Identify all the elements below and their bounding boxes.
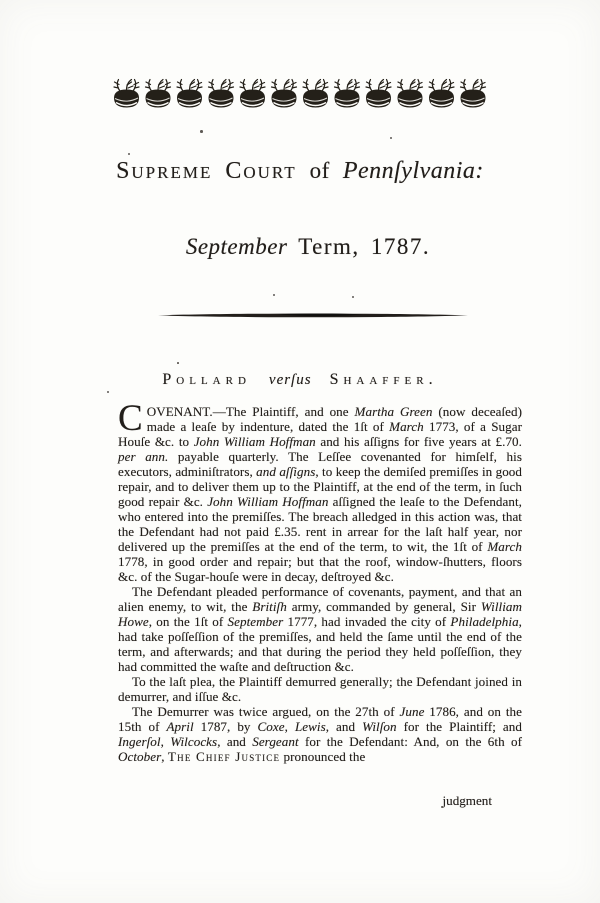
- masthead-court-line: [0, 158, 600, 186]
- case-versus: verſus: [268, 372, 312, 388]
- italic-text: John William Hoffman: [207, 494, 329, 509]
- italic-text: Sergeant: [252, 734, 299, 749]
- body-paragraph: The Defendant pleaded performance of covenants, payment, and that an alien enemy, to wit, the Britiſh army, commanded by general, Sir William Howe, on the 1ſt of September 1777, had invaded the city of Philadelphia, had take poſſeſſion of the premiſſes, and held the ſame until the end of the term, and afterwards; and that during the period they held poſſeſſion, they had committed the waſte and deſtruction &c.: [118, 584, 522, 674]
- smallcaps-text: The Chief Justice: [167, 749, 281, 764]
- scan-speck: [128, 153, 130, 155]
- case-title: [0, 371, 600, 389]
- italic-text: and aſſigns: [256, 464, 316, 479]
- italic-text: March: [389, 419, 424, 434]
- italic-text: Coxe: [257, 719, 285, 734]
- italic-text: March: [487, 539, 522, 554]
- body-paragraph: The Demurrer was twice argued, on the 27th of June 1786, and on the 15th of April 1787, by Coxe, Lewis, and Wilſon for the Plaintiff; and Ingerſol, Wilcocks, and Sergeant for the Defendant: And, on the 6th of October, The Chief Justice pronounced the: [118, 704, 523, 764]
- italic-text: September: [227, 614, 284, 629]
- scan-speck: [107, 391, 109, 393]
- masthead-term-line: [8, 234, 600, 260]
- italic-text: Martha Green: [354, 404, 433, 419]
- italic-text: April: [166, 719, 194, 734]
- term-rest: Term, 1787.: [298, 234, 431, 259]
- italic-text: Wilſon: [362, 719, 397, 734]
- body-paragraph: COVENANT.—The Plaintiff, and one Martha Green (now deceaſed) made a leaſe by indenture, dated the 1ſt of March 1773, of a Sugar Houſe &c. to John William Hoffman and his aſſigns for five years at £.70. per ann. payable quarterly. The Leſſee covenanted for himſelf, his executors, adminiſtrators, and aſſigns, to keep the demiſed premiſſes in good repair, and to deliver them up to the Plaintiff, at the end of the term, in ſuch good repair &c. John William Hoffman aſſigned the leaſe to the Defendant, who entered into the premiſſes. The breach alledged in this action was, that the Defendant had not paid £.35. rent in arrear for the laſt half year, nor delivered up the premiſſes at the end of the term, to wit, the 1ſt of March 1778, in good order and repair; but that the roof, window-ſhutters, floors &c. of the Sugar-houſe were in decay, deſtroyed &c.: [118, 398, 523, 584]
- ornament-row: [111, 76, 489, 112]
- drop-cap: C: [118, 398, 143, 439]
- divider-rule-icon: [158, 312, 468, 319]
- italic-text: John William Hoffman: [193, 434, 316, 449]
- catchword: judgment: [442, 793, 492, 808]
- italic-text: Lewis: [294, 719, 326, 734]
- scan-speck: [390, 137, 392, 139]
- scan-speck: [177, 362, 179, 364]
- italic-text: October: [118, 749, 162, 764]
- court-place: Pennſylvania:: [342, 158, 484, 184]
- italic-text: June: [399, 704, 425, 719]
- italic-text: Philadelphia: [450, 614, 519, 629]
- body-text: [118, 398, 523, 764]
- italic-text: per ann.: [118, 449, 169, 464]
- case-plaintiff: Pollard: [162, 371, 251, 388]
- court-of: of: [309, 158, 330, 183]
- scan-speck: [200, 130, 203, 133]
- case-defendant: Shaaffer.: [329, 371, 438, 388]
- court-name: Supreme Court: [116, 158, 297, 184]
- italic-text: Ingerſol: [118, 734, 161, 749]
- scan-speck: [352, 296, 354, 298]
- body-paragraph: To the laſt plea, the Plaintiff demurred generally; the Defendant joined in demurrer, and iſſue &c.: [118, 674, 522, 704]
- italic-text: Britiſh: [252, 599, 287, 614]
- scan-speck: [441, 806, 443, 808]
- fleuron-row-icon: [111, 76, 489, 112]
- italic-text: Wilcocks: [170, 734, 218, 749]
- scan-speck: [273, 294, 275, 296]
- italic-text: William Howe: [118, 599, 522, 629]
- term-month: September: [185, 234, 288, 259]
